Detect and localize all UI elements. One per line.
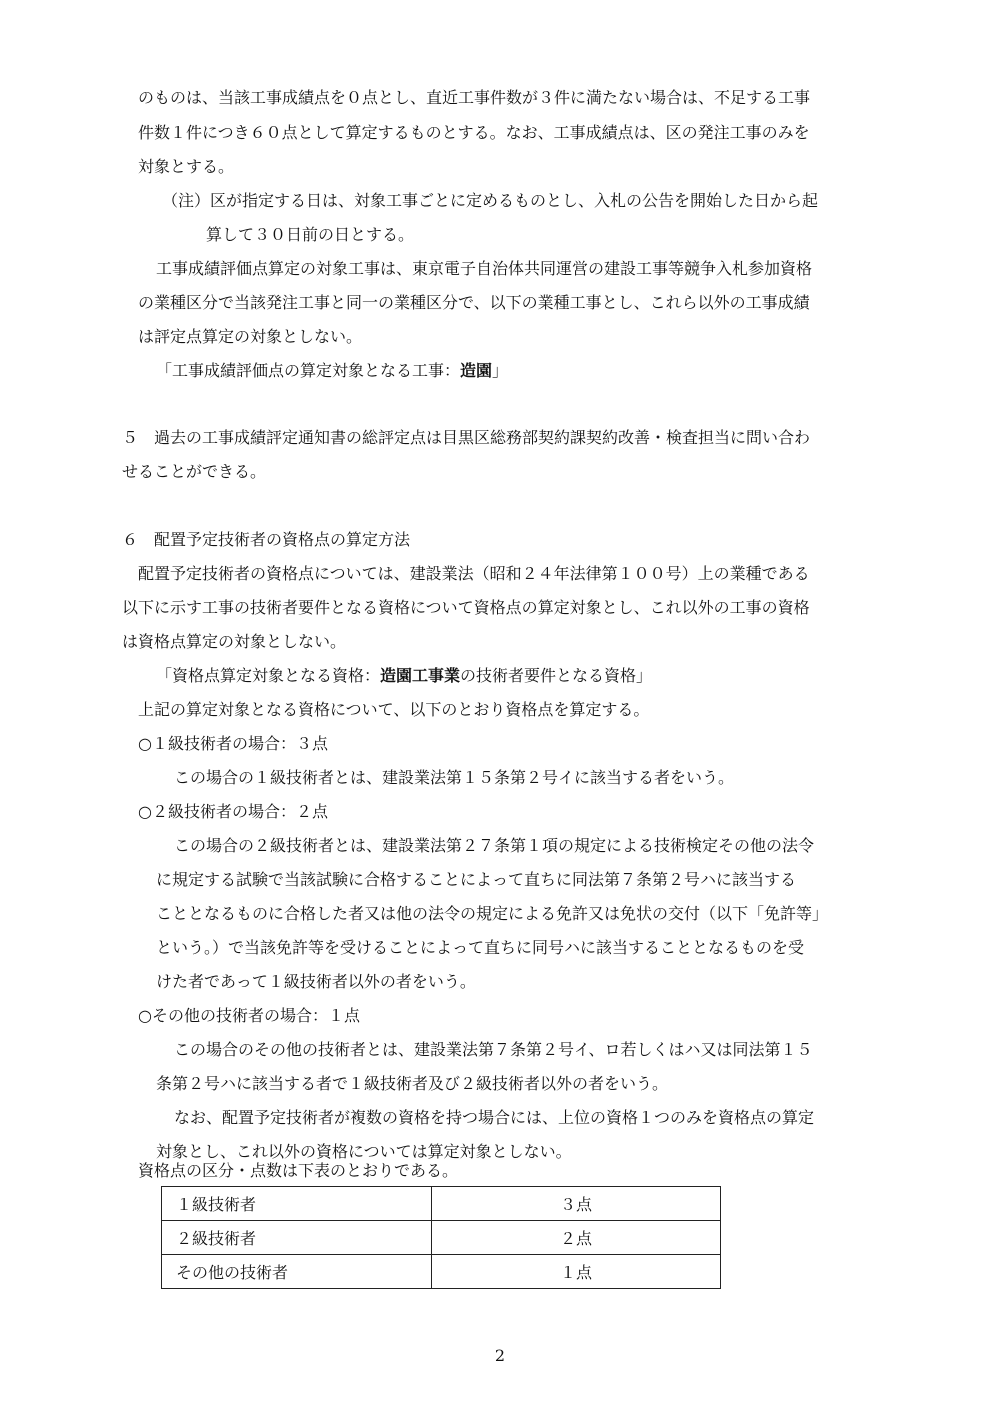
table-row — [162, 1221, 721, 1255]
qualification-points: ２点 — [432, 1221, 721, 1255]
qualification-label: ２級技術者 — [162, 1221, 432, 1255]
text-line: は評定点算定の対象としない。 — [138, 327, 363, 346]
text-line: 対象とし、これ以外の資格については算定対象としない。 — [156, 1142, 572, 1161]
grade-1-heading: ○１級技術者の場合：３点 — [138, 734, 328, 753]
text-line: 対象とする。 — [138, 157, 235, 176]
text-line: この場合の１級技術者とは、建設業法第１５条第２号イに該当する者をいう。 — [174, 768, 735, 787]
section-6-heading: ６ 配置予定技術者の資格点の算定方法 — [122, 530, 411, 549]
text-line: この場合の２級技術者とは、建設業法第２７条第１項の規定による技術検定その他の法令 — [174, 836, 815, 855]
text-line: 件数１件につき６０点として算定するものとする。なお、工事成績点は、区の発注工事のみを — [138, 123, 810, 142]
text-line: に規定する試験で当該試験に合格することによって直ちに同法第７条第２号ハに該当する — [156, 870, 797, 889]
grade-other-heading: ○その他の技術者の場合：１点 — [138, 1006, 360, 1025]
qualification-points: ３点 — [432, 1187, 721, 1221]
qualification-label: その他の技術者 — [162, 1255, 432, 1289]
note-line: 算して３０日前の日とする。 — [206, 225, 415, 244]
text-line: 条第２号ハに該当する者で１級技術者及び２級技術者以外の者をいう。 — [156, 1074, 669, 1093]
text-line: の業種区分で当該発注工事と同一の業種区分で、以下の業種工事とし、これら以外の工事成績 — [138, 293, 810, 312]
section-5-line: せることができる。 — [122, 462, 267, 481]
section-5-line: ５ 過去の工事成績評定通知書の総評定点は目黒区総務部契約課契約改善・検査担当に問い合わ — [122, 428, 811, 447]
page-number: 2 — [494, 1346, 506, 1365]
text-line: けた者であって１級技術者以外の者をいう。 — [156, 972, 476, 991]
text-line: 以下に示す工事の技術者要件となる資格について資格点の算定対象とし、これ以外の工事の資格 — [122, 598, 810, 617]
target-work-type: 造園 — [460, 361, 493, 380]
text-line: 上記の算定対象となる資格について、以下のとおり資格点を算定する。 — [138, 700, 650, 719]
note-line: （注）区が指定する日は、対象工事ごとに定めるものとし、入札の公告を開始した日から起 — [162, 191, 819, 210]
table-row — [162, 1255, 721, 1289]
qualification-points: １点 — [432, 1255, 721, 1289]
text-line: この場合のその他の技術者とは、建設業法第７条第２号イ、ロ若しくはハ又は同法第１５ — [174, 1040, 813, 1059]
text-line: 配置予定技術者の資格点については、建設業法（昭和２４年法律第１００号）上の業種である — [138, 564, 810, 583]
text-line: なお、配置予定技術者が複数の資格を持つ場合には、上位の資格１つのみを資格点の算定 — [174, 1108, 815, 1127]
grade-2-heading: ○２級技術者の場合：２点 — [138, 802, 328, 821]
table-caption: 資格点の区分・点数は下表のとおりである。 — [138, 1161, 459, 1180]
text-line: は資格点算定の対象としない。 — [122, 632, 347, 651]
target-qualification-type: 造園工事業 — [380, 666, 461, 685]
text-line: のものは、当該工事成績点を０点とし、直近工事件数が３件に満たない場合は、不足する工事 — [138, 88, 811, 107]
qualification-label: １級技術者 — [162, 1187, 432, 1221]
qualification-points-table — [161, 1186, 721, 1289]
text-line: という。）で当該免許等を受けることによって直ちに同号ハに該当することとなるものを受 — [156, 938, 805, 957]
target-work-line: 「工事成績評価点の算定対象となる工事：造園」 — [156, 361, 509, 380]
table-row — [162, 1187, 721, 1221]
text-line: こととなるものに合格した者又は他の法令の規定による免許又は免状の交付（以下「免許等」 — [156, 904, 829, 923]
text-line: 工事成績評価点算定の対象工事は、東京電子自治体共同運営の建設工事等競争入札参加資格 — [156, 259, 813, 278]
target-qualification-line: 「資格点算定対象となる資格：造園工事業の技術者要件となる資格」 — [156, 666, 653, 685]
